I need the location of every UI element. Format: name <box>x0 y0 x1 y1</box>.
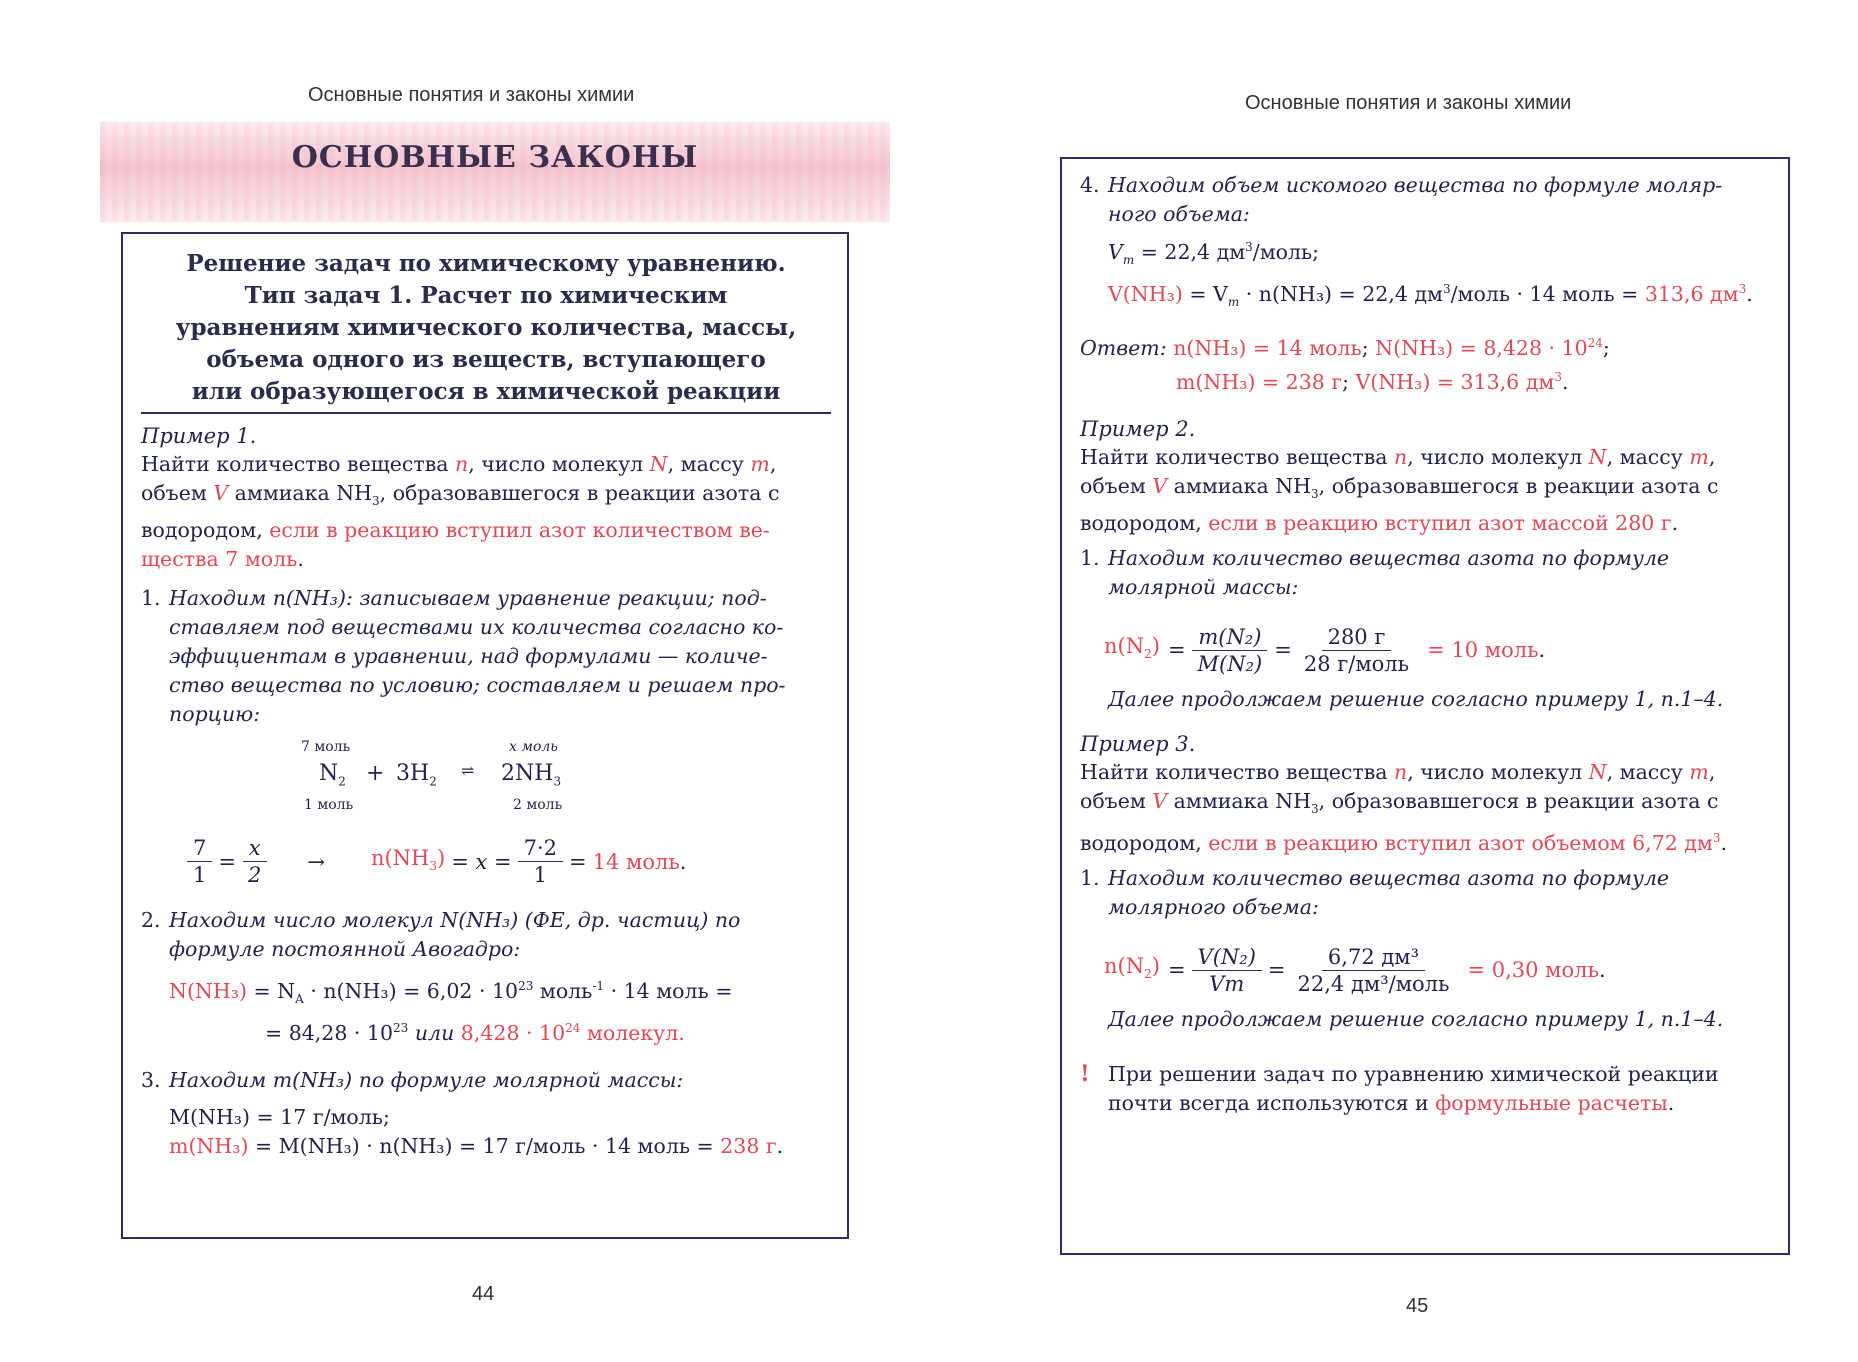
molar-volume-formula: $n(N_2)$ = $\frac{\text{V(N₂)}}{Vm}$ = $\frac{\text{6,72 дм³}}{\text{22,4 дм³/моль}}$ = 0,30 моль . <box>1104 944 1606 996</box>
molar-mass-formula: $n(N_2)$ = $\frac{\text{m(N₂)}}{\text{M(N₂)}}$ = $\frac{280 г}{\text{28 г/моль}}$ = 10 моль . <box>1104 624 1546 676</box>
ex2-step-1: 1. Находим количество вещества азота по формуле молярной массы: <box>1080 545 1670 599</box>
example-label: Пример 2. <box>1080 416 1196 441</box>
step-3: 3. Находим m(NH₃) по формуле молярной массы: <box>141 1067 684 1092</box>
mass-calc: M(NH₃) = 17 г/моль; m(NH₃) = M(NH₃) · n(NH₃) = 17 г/моль · 14 моль = 238 г. <box>169 1104 784 1158</box>
continue-note: Далее продолжаем решение согласно примеру 1, п.1–4. <box>1108 686 1724 711</box>
ex3-step-1: 1. Находим количество вещества азота по формуле молярного объема: <box>1080 865 1670 919</box>
answer: Ответ: n(NH₃) = 14 моль; $N(NH_3) = 8,428 \cdot 10^{24}$; m(NH₃) = 238 г; V(NH₃) = 313,6 $дм^3$. <box>1080 335 1610 394</box>
box-title-line: уравнениям химического количества, массы, <box>175 314 797 341</box>
task-box <box>1060 157 1790 1255</box>
box-title-line: объема одного из веществ, вступающего <box>206 346 766 373</box>
section-banner <box>100 122 890 222</box>
section-title: ОСНОВНЫЕ ЗАКОНЫ <box>291 140 699 175</box>
reaction-equation: 7 моль x моль $N_2$ + $3H_2$ ⇌ $2NH_3$ 1 моль 2 моль <box>301 739 563 814</box>
right-page <box>929 0 1858 1362</box>
box-title-line: Тип задач 1. Расчет по химическим <box>244 282 728 309</box>
page-number: 44 <box>472 1283 495 1305</box>
example-statement: Найти количество вещества n, число молекул N, массу m, объем V аммиака $NH_3$, образовавшегося в реакции азота с водородом, если в реакцию вступил азот количеством ве- щества 7 моль. <box>141 452 780 572</box>
important-note: ! При решении задач по уравнению химической реакции почти всегда используются и формульные расчеты. <box>1080 1060 1772 1118</box>
box-title-line: или образующегося в химической реакции <box>191 378 781 405</box>
example-label: Пример 1. <box>141 424 257 448</box>
exclamation-icon: ! <box>1080 1060 1090 1087</box>
step-2: 2. Находим число молекул N(NH₃) (ФЕ, др. частиц) по формуле постоянной Авогадро: <box>141 908 741 962</box>
task-box <box>121 232 849 1239</box>
example-label: Пример 3. <box>1080 731 1196 756</box>
page-number: 45 <box>1406 1295 1429 1317</box>
step-1: 1. Находим n(NH₃): записываем уравнение реакции; под- ставляем под веществами их количества согласно ко- эффициентам в уравнении, над формулами — количе- ство вещества по условию; составляем и решаем про- порцию: <box>141 586 786 727</box>
proportion: $\frac{7}{1}$ = $\frac{x}{2}$ → $n(NH_3)$ = x = $\frac{7\cdot 2}{1}$ = 14 моль . <box>181 835 831 888</box>
avogadro-calc: $N(NH_3) = N_A \cdot n(NH_3) = 6,02 \cdot 10^{23}$ моль$^{-1}$ · 14 моль = = $84,28 \cdot 10^{23}$ или $8,428 \cdot 10^{24}$ молекул. <box>169 978 733 1045</box>
running-head: Основные понятия и законы химии <box>308 84 635 106</box>
box-title <box>141 248 831 414</box>
step-4: 4. Находим объем искомого вещества по формуле моляр- ного объема: <box>1080 173 1723 226</box>
continue-note: Далее продолжаем решение согласно примеру 1, п.1–4. <box>1108 1006 1724 1031</box>
running-head: Основные понятия и законы химии <box>1245 92 1572 114</box>
box-title-line: Решение задач по химическому уравнению. <box>186 250 786 277</box>
example-statement: Найти количество вещества n, число молекул N, массу m, объем V аммиака $NH_3$, образовавшегося в реакции азота с водородом, если в реакцию вступил азот объемом 6,72 $дм^3$. <box>1080 759 1728 855</box>
example-statement: Найти количество вещества n, число молекул N, массу m, объем V аммиака $NH_3$, образовавшегося в реакции азота с водородом, если в реакцию вступил азот массой 280 г. <box>1080 444 1719 535</box>
volume-calc: $V_m = 22,4$ $дм^3$/моль; $V(NH_3) = V_m \cdot n(NH_3) = 22,4$ $дм^3$/моль · 14 моль = 313,6 $дм^3$. <box>1108 239 1753 309</box>
